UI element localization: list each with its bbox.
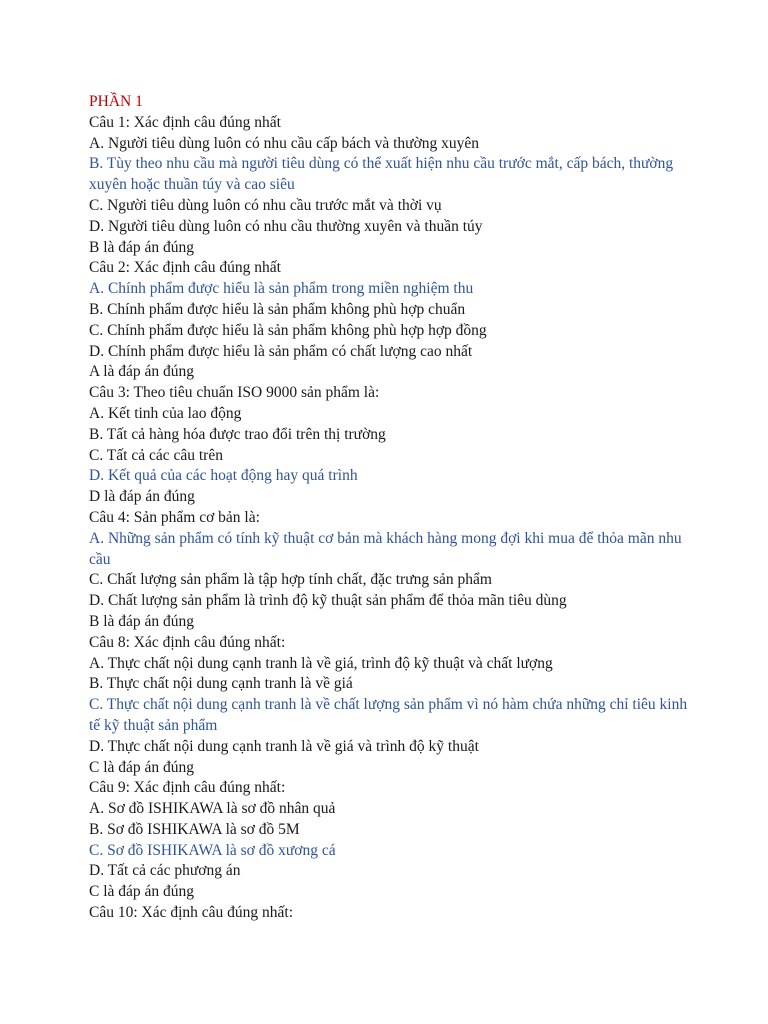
text-line: D. Thực chất nội dung cạnh tranh là về giá và trình độ kỹ thuật <box>89 737 479 755</box>
document-body <box>89 92 689 924</box>
text-line: B. Sơ đồ ISHIKAWA là sơ đồ 5M <box>89 820 300 838</box>
correct-answer-line: A. Chính phẩm được hiểu là sản phẩm trong miền nghiệm thu <box>89 280 474 298</box>
correct-answer-line: A. Những sản phẩm có tính kỹ thuật cơ bản mà khách hàng mong đợi khi mua để thỏa mãn nhu cầu <box>89 529 682 568</box>
text-line: B. Chính phẩm được hiểu là sản phẩm không phù hợp chuẩn <box>89 300 466 318</box>
text-line: C. Tất cả các câu trên <box>89 446 223 464</box>
text-line: B. Thực chất nội dung cạnh tranh là về giá <box>89 675 353 693</box>
text-line: Câu 4: Sản phẩm cơ bản là: <box>89 508 260 526</box>
text-line: D. Người tiêu dùng luôn có nhu cầu thường xuyên và thuần túy <box>89 217 483 235</box>
text-line: C. Chính phẩm được hiểu là sản phẩm không phù hợp hợp đồng <box>89 321 487 339</box>
text-line: D là đáp án đúng <box>89 488 195 506</box>
text-line: Câu 3: Theo tiêu chuẩn ISO 9000 sản phẩm là: <box>89 384 380 402</box>
text-line: A. Sơ đồ ISHIKAWA là sơ đồ nhân quả <box>89 800 336 818</box>
text-line: D. Tất cả các phương án <box>89 862 241 880</box>
text-line: Câu 9: Xác định câu đúng nhất: <box>89 779 286 797</box>
question-list <box>89 113 689 924</box>
text-line: B là đáp án đúng <box>89 612 195 630</box>
text-line: Câu 10: Xác định câu đúng nhất: <box>89 904 294 922</box>
text-line: A. Thực chất nội dung cạnh tranh là về giá, trình độ kỹ thuật và chất lượng <box>89 654 553 672</box>
text-line: B. Tất cả hàng hóa được trao đổi trên thị trường <box>89 425 386 443</box>
text-line: D. Chính phẩm được hiểu là sản phẩm có chất lượng cao nhất <box>89 342 473 360</box>
text-line: Câu 2: Xác định câu đúng nhất <box>89 259 281 277</box>
correct-answer-line: B. Tùy theo nhu cầu mà người tiêu dùng có thể xuất hiện nhu cầu trước mắt, cấp bách, thường xuyên hoặc thuần túy và cao siêu <box>89 155 674 194</box>
text-line: C là đáp án đúng <box>89 758 195 776</box>
text-line: C. Chất lượng sản phẩm là tập hợp tính chất, đặc trưng sản phẩm <box>89 571 492 589</box>
text-line: A là đáp án đúng <box>89 363 195 381</box>
text-line: C là đáp án đúng <box>89 883 195 901</box>
correct-answer-line: C. Sơ đồ ISHIKAWA là sơ đồ xương cá <box>89 841 336 859</box>
text-line: A. Người tiêu dùng luôn có nhu cầu cấp bách và thường xuyên <box>89 134 480 152</box>
text-line: D. Chất lượng sản phẩm là trình độ kỹ thuật sản phẩm để thỏa mãn tiêu dùng <box>89 592 567 610</box>
text-line: A. Kết tinh của lao động <box>89 404 242 422</box>
section-heading: PHẦN 1 <box>89 93 143 110</box>
text-line: C. Người tiêu dùng luôn có nhu cầu trước mắt và thời vụ <box>89 196 442 214</box>
text-line: Câu 8: Xác định câu đúng nhất: <box>89 633 286 651</box>
text-line: B là đáp án đúng <box>89 238 195 256</box>
text-line: Câu 1: Xác định câu đúng nhất <box>89 113 281 131</box>
correct-answer-line: C. Thực chất nội dung cạnh tranh là về chất lượng sản phẩm vì nó hàm chứa những chỉ tiêu kinh tế kỹ thuật sản phẩm <box>89 696 688 734</box>
correct-answer-line: D. Kết quả của các hoạt động hay quá trình <box>89 467 358 485</box>
